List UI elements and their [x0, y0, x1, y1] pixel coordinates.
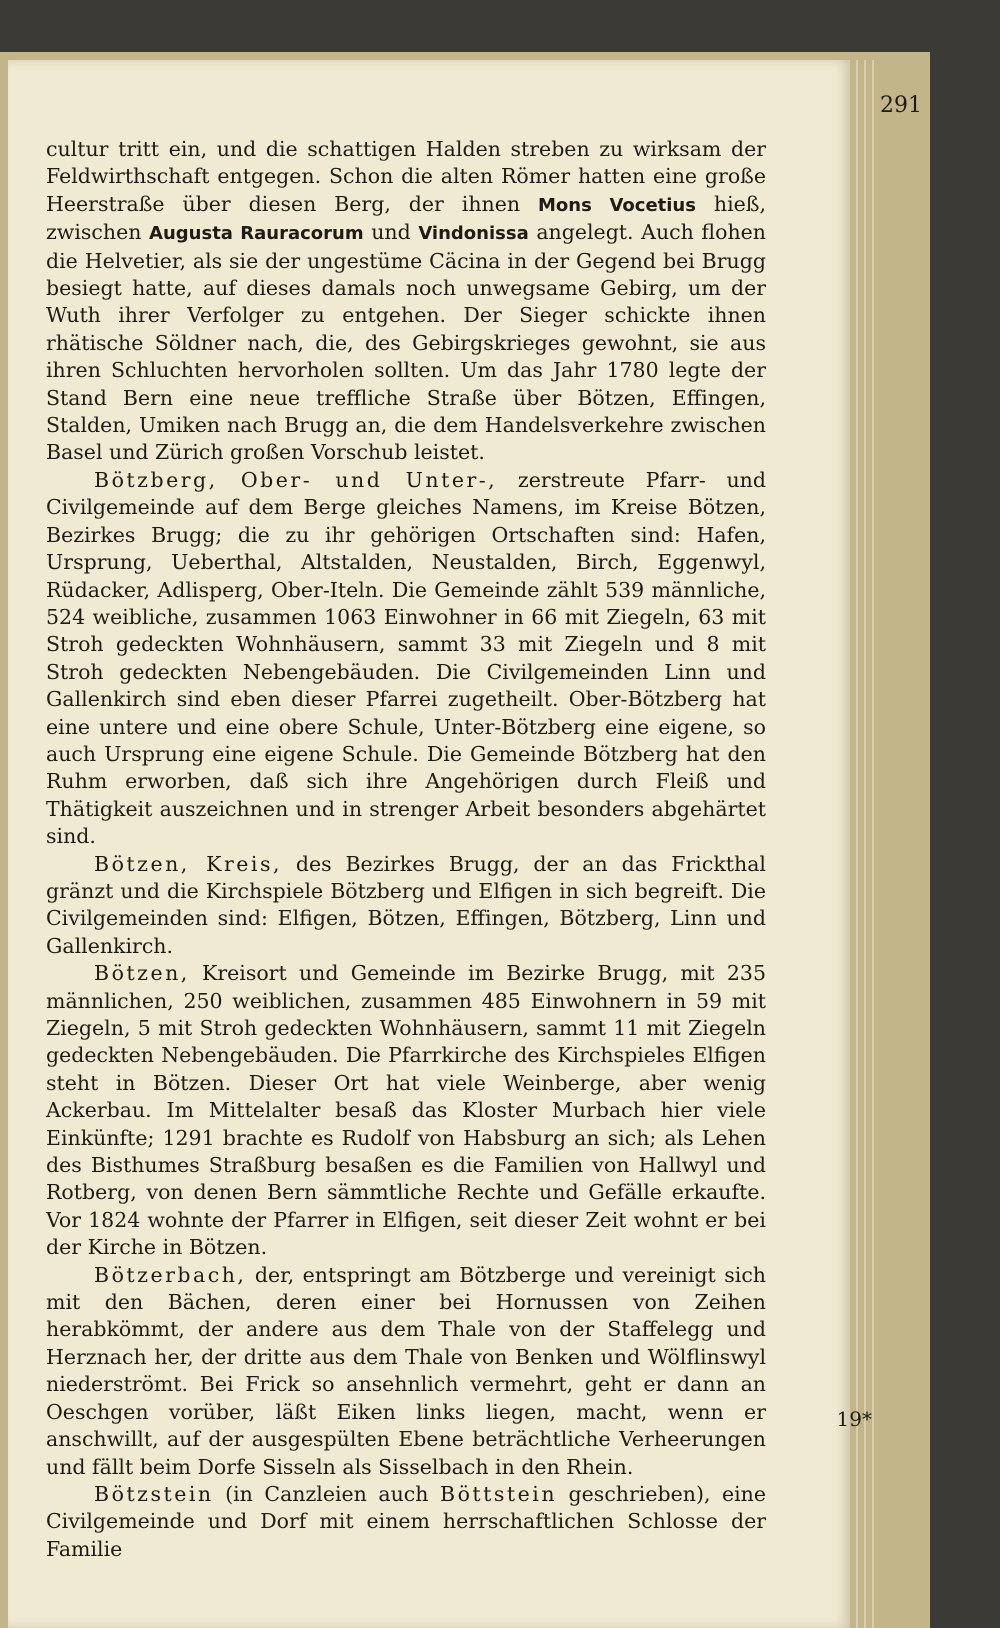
- text-run: des Bezirkes Brugg, der an das Frickthal gränzt und die Kirchspiele Bötzberg und Elfigen in sich begreift. Die Civilgemeinden sind: Elfigen, Bötzen, Effingen, Bötzberg, Linn und Gallenkirch.: [46, 851, 766, 958]
- text-run: Kreisort und Gemeinde im Bezirke Brugg, mit 235 männlichen, 250 weiblichen, zusammen 485 Einwohnern in 59 mit Ziegeln, 5 mit Stroh gedeckten Wohnhäusern, sammt 11 mit Ziegeln gedeckten Nebengebäuden. Die Pfarrkirche des Kirchspieles Elfigen steht in Bötzen. Dieser Ort hat viele Weinberge, aber wenig Ackerbau. Im Mittelalter besaß das Kloster Murbach hier viele Einkünfte; 1291 brachte es Rudolf von Habsburg an sich; als Lehen des Bisthumes Straßburg besaßen es die Familien von Hallwyl und Rotberg, von denen Bern sämmtliche Rechte und Gefälle erkaufte. Vor 1824 wohnte der Pfarrer in Elfigen, seit dieser Zeit wohnt er bei der Kirche in Bötzen.: [46, 961, 766, 1260]
- text-run: zerstreute Pfarr- und Civilgemeinde auf dem Berge gleiches Namens, im Kreise Bötzen, Bezirkes Brugg; die zu ihr gehörigen Ortschaften sind: Hafen, Ursprung, Ueberthal, Altstalden, Neustalden, Birch, Eggenwyl, Rüdacker, Adlisperg, Ober-Iteln. Die Gemeinde zählt 539 männliche, 524 weibliche, zusammen 1063 Einwohner in 66 mit Ziegeln, 63 mit Stroh gedeckten Wohnhäusern, sammt 33 mit Ziegeln und 8 mit Stroh gedeckten Nebengebäuden. Die Civilgemeinden Linn und Gallenkirch sind eben dieser Pfarrei zugetheilt. Ober-Bötzberg hat eine untere und eine obere Schule, Unter-Bötzberg eine eigene, so auch Ursprung eine eigene Schule. Die Gemeinde Bötzberg hat den Ruhm erworben, daß sich ihre Angehörigen durch Fleiß und Thätigkeit auszeichnen und in strenger Arbeit besonders abgehärtet sind.: [46, 467, 766, 849]
- entry-headword: Bötzen,: [94, 961, 190, 986]
- paragraph: [46, 851, 766, 961]
- entry-headword: Bötzerbach,: [94, 1262, 247, 1287]
- body-text: [46, 136, 766, 1563]
- paragraph: [46, 1262, 766, 1481]
- latin-name: Mons Vocetius: [537, 194, 696, 216]
- text-run: angelegt. Auch flohen die Helvetier, als sie der ungestüme Cäcina in der Gegend bei Brugg besiegt hatte, auf dieses damals noch unwegsame Gebirg, um der Wuth ihrer Verfolger zu entgehen. Der Sieger schickte ihnen rhätische Söldner nach, die, des Gebirgskrieges gewohnt, sie aus ihren Schluchten hervorholen sollten. Um das Jahr 1780 legte der Stand Bern eine neue treffliche Straße über Bötzen, Effingen, Stalden, Umiken nach Brugg an, die dem Handelsverkehre zwischen Basel und Zürich großen Vorschub leistet.: [46, 220, 766, 465]
- entry-headword: Bötzstein: [94, 1481, 214, 1506]
- text-run: der, entspringt am Bötzberge und vereinigt sich mit den Bächen, deren einer bei Hornussen von Zeihen herabkömmt, der andere aus dem Thale von der Staffelegg und Herznach her, der dritte aus dem Thale von Benken und Wölflinswyl niederströmt. Bei Frick so ansehnlich vermehrt, geht er dann an Oeschgen vorüber, läßt Eiken links liegen, macht, wenn er anschwillt, auf der ausgespülten Ebene beträchtliche Verheerungen und fällt beim Dorfe Sisseln als Sisselbach in den Rhein.: [46, 1262, 766, 1479]
- page-edge: [856, 60, 858, 1628]
- entry-headword: Bötzberg, Ober- und Unter-,: [94, 467, 498, 492]
- text-run: hieß, zwischen: [46, 191, 766, 245]
- text-run: und: [363, 220, 419, 245]
- latin-name: Vindonissa: [418, 223, 529, 245]
- text-run: cultur tritt ein, und die schattigen Halden streben zu wirksam der Feldwirthschaft entgegen. Schon die alten Römer hatten eine große Heerstraße über diesen Berg, der ihnen: [46, 137, 766, 216]
- paragraph: [46, 136, 766, 467]
- entry-headword: Böttstein: [440, 1481, 558, 1506]
- text-run: (in Canzleien auch: [213, 1481, 440, 1506]
- page-number: 291: [880, 93, 922, 118]
- entry-headword: Bötzen, Kreis,: [94, 851, 282, 876]
- paragraph: [46, 467, 766, 851]
- text-run: geschrieben), eine Civilgemeinde und Dorf mit einem herrschaftlichen Schlosse der Familie: [46, 1481, 767, 1561]
- printer-signature-mark: 19*: [836, 1407, 872, 1431]
- page-edge: [864, 60, 866, 1628]
- page-edge: [872, 60, 874, 1628]
- latin-name: Augusta Rauracorum: [149, 223, 364, 245]
- paragraph: [46, 1481, 766, 1563]
- paragraph: [46, 960, 766, 1261]
